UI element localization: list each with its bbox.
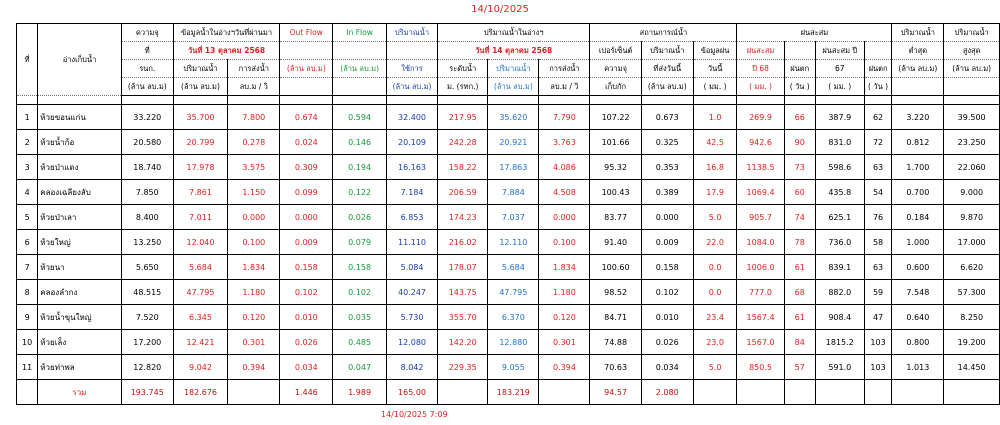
- current-volume-value: 9.055: [488, 355, 539, 380]
- percent-capacity-value: 74.88: [590, 330, 641, 355]
- inflow-value: 0.079: [333, 230, 387, 255]
- inflow-value: 0.102: [333, 280, 387, 305]
- total-prev-volume: 182.676: [173, 380, 227, 405]
- reservoir-name: ห้วยน้ำก้อ: [38, 130, 122, 155]
- outflow-value: 0.099: [280, 180, 333, 205]
- water-level-value: 178.07: [438, 255, 488, 280]
- released-today-value: 0.034: [641, 355, 693, 380]
- usable-volume-value: 8.042: [386, 355, 437, 380]
- outflow-value: 0.674: [280, 105, 333, 130]
- row-number: 6: [17, 230, 38, 255]
- total-cur-volume: 183.219: [488, 380, 539, 405]
- max-volume-value: 14.450: [944, 355, 1000, 380]
- inflow-value: 0.146: [333, 130, 387, 155]
- prev-release-value: 7.800: [228, 105, 280, 130]
- rain-days-67-value: 103: [864, 355, 892, 380]
- water-level-value: 158.22: [438, 155, 488, 180]
- percent-capacity-value: 84.71: [590, 305, 641, 330]
- header-prev-group: ข้อมูลน้ำในอ่างฯวันที่ผ่านมา: [173, 24, 280, 42]
- header-outflow: Out Flow: [280, 24, 333, 42]
- table-row: [17, 180, 1000, 205]
- max-volume-value: 57.300: [944, 280, 1000, 305]
- usable-volume-value: 20.109: [386, 130, 437, 155]
- current-release-value: 0.000: [539, 205, 590, 230]
- row-number: 1: [17, 105, 38, 130]
- accum-rain-68-value: 777.0: [737, 280, 784, 305]
- current-release-value: 0.100: [539, 230, 590, 255]
- row-number: 2: [17, 130, 38, 155]
- accum-rain-67-value: 625.1: [815, 205, 864, 230]
- accum-rain-67-value: 435.8: [815, 180, 864, 205]
- min-volume-value: 0.184: [892, 205, 944, 230]
- max-volume-value: 23.250: [944, 130, 1000, 155]
- rain-days-68-value: 61: [784, 255, 815, 280]
- rain-days-68-value: 68: [784, 280, 815, 305]
- reservoir-name: ห้วยน้ำขุนใหญ่: [38, 305, 122, 330]
- current-release-value: 4.508: [539, 180, 590, 205]
- prev-release-value: 0.120: [228, 305, 280, 330]
- prev-release-value: 1.180: [228, 280, 280, 305]
- row-number: 7: [17, 255, 38, 280]
- usable-volume-value: 40.247: [386, 280, 437, 305]
- accum-rain-67-value: 736.0: [815, 230, 864, 255]
- prev-volume-value: 47.795: [173, 280, 227, 305]
- accum-rain-68-value: 1006.0: [737, 255, 784, 280]
- rain-today-value: 5.0: [693, 355, 737, 380]
- current-volume-value: 47.795: [488, 280, 539, 305]
- accum-rain-68-value: 942.6: [737, 130, 784, 155]
- table-row: [17, 330, 1000, 355]
- prev-volume-value: 6.345: [173, 305, 227, 330]
- current-volume-value: 17.863: [488, 155, 539, 180]
- current-volume-value: 7.884: [488, 180, 539, 205]
- table-row: [17, 230, 1000, 255]
- totals-row: [17, 380, 1000, 405]
- reservoir-name: ห้วยเล็ง: [38, 330, 122, 355]
- percent-capacity-value: 100.43: [590, 180, 641, 205]
- prev-volume-value: 7.011: [173, 205, 227, 230]
- capacity-value: 20.580: [121, 130, 173, 155]
- prev-volume-value: 7.861: [173, 180, 227, 205]
- max-volume-value: 9.000: [944, 180, 1000, 205]
- header-min: ปริมาณน้ำ: [892, 24, 944, 42]
- rain-days-68-value: 60: [784, 180, 815, 205]
- outflow-value: 0.102: [280, 280, 333, 305]
- current-release-value: 1.834: [539, 255, 590, 280]
- capacity-value: 12.820: [121, 355, 173, 380]
- prev-release-value: 0.278: [228, 130, 280, 155]
- current-release-value: 0.394: [539, 355, 590, 380]
- rain-days-67-value: 63: [864, 155, 892, 180]
- min-volume-value: 0.700: [892, 180, 944, 205]
- reservoir-name: ห้วยท่าพล: [38, 355, 122, 380]
- table-row: [17, 355, 1000, 380]
- released-today-value: 0.353: [641, 155, 693, 180]
- prev-release-value: 0.100: [228, 230, 280, 255]
- reservoir-name: ห้วยป่าแดง: [38, 155, 122, 180]
- total-percent: 94.57: [590, 380, 641, 405]
- accum-rain-67-value: 908.4: [815, 305, 864, 330]
- total-capacity: 193.745: [121, 380, 173, 405]
- usable-volume-value: 5.730: [386, 305, 437, 330]
- min-volume-value: 3.220: [892, 105, 944, 130]
- min-volume-value: 0.812: [892, 130, 944, 155]
- accum-rain-68-value: 1084.0: [737, 230, 784, 255]
- usable-volume-value: 5.084: [386, 255, 437, 280]
- inflow-value: 0.485: [333, 330, 387, 355]
- accum-rain-68-value: 269.9: [737, 105, 784, 130]
- report-timestamp: 14/10/2025 7:09: [381, 410, 448, 419]
- table-row: [17, 130, 1000, 155]
- accum-rain-67-value: 1815.2: [815, 330, 864, 355]
- reservoir-name: ห้วยป่าเลา: [38, 205, 122, 230]
- table-row: [17, 155, 1000, 180]
- total-usable: 165.00: [386, 380, 437, 405]
- rain-days-67-value: 47: [864, 305, 892, 330]
- prev-release-value: 3.575: [228, 155, 280, 180]
- rain-days-67-value: 103: [864, 330, 892, 355]
- prev-volume-value: 5.684: [173, 255, 227, 280]
- percent-capacity-value: 95.32: [590, 155, 641, 180]
- accum-rain-67-value: 839.1: [815, 255, 864, 280]
- total-inflow: 1.989: [333, 380, 387, 405]
- reservoir-name: คลองเฉลียงลับ: [38, 180, 122, 205]
- outflow-value: 0.158: [280, 255, 333, 280]
- header-current-group: ปริมาณน้ำในอ่างฯ: [438, 24, 590, 42]
- max-volume-value: 6.620: [944, 255, 1000, 280]
- capacity-value: 18.740: [121, 155, 173, 180]
- rain-days-67-value: 59: [864, 280, 892, 305]
- rain-days-68-value: 84: [784, 330, 815, 355]
- current-volume-value: 5.684: [488, 255, 539, 280]
- rain-days-67-value: 54: [864, 180, 892, 205]
- current-volume-value: 7.037: [488, 205, 539, 230]
- rain-days-67-value: 62: [864, 105, 892, 130]
- totals-label: รวม: [38, 380, 122, 405]
- header-accum-group: ฝนสะสม: [737, 24, 892, 42]
- outflow-value: 0.000: [280, 205, 333, 230]
- percent-capacity-value: 70.63: [590, 355, 641, 380]
- rain-today-value: 5.0: [693, 205, 737, 230]
- rain-days-68-value: 73: [784, 155, 815, 180]
- water-level-value: 174.23: [438, 205, 488, 230]
- capacity-value: 48.515: [121, 280, 173, 305]
- inflow-value: 0.035: [333, 305, 387, 330]
- usable-volume-value: 6.853: [386, 205, 437, 230]
- min-volume-value: 0.800: [892, 330, 944, 355]
- released-today-value: 0.158: [641, 255, 693, 280]
- released-today-value: 0.673: [641, 105, 693, 130]
- outflow-value: 0.024: [280, 130, 333, 155]
- header-prev-date: วันที่ 13 ตุลาคม 2568: [173, 42, 280, 60]
- released-today-value: 0.000: [641, 205, 693, 230]
- water-level-value: 143.75: [438, 280, 488, 305]
- current-volume-value: 6.370: [488, 305, 539, 330]
- header-status-group: สถานการณ์น้ำ: [590, 24, 737, 42]
- min-volume-value: 0.640: [892, 305, 944, 330]
- inflow-value: 0.047: [333, 355, 387, 380]
- water-level-value: 142.20: [438, 330, 488, 355]
- usable-volume-value: 12.080: [386, 330, 437, 355]
- report-date: 14/10/2025: [471, 4, 529, 15]
- capacity-value: 17.200: [121, 330, 173, 355]
- header-usable: ปริมาณน้ำ: [386, 24, 437, 42]
- header-no: ที่: [17, 24, 38, 96]
- water-level-value: 217.95: [438, 105, 488, 130]
- percent-capacity-value: 83.77: [590, 205, 641, 230]
- rain-today-value: 42.5: [693, 130, 737, 155]
- rain-today-value: 17.9: [693, 180, 737, 205]
- table-row: [17, 255, 1000, 280]
- capacity-value: 8.400: [121, 205, 173, 230]
- accum-rain-67-value: 882.0: [815, 280, 864, 305]
- max-volume-value: 39.500: [944, 105, 1000, 130]
- capacity-value: 7.520: [121, 305, 173, 330]
- current-release-value: 1.180: [539, 280, 590, 305]
- reservoir-name: ห้วยใหญ่: [38, 230, 122, 255]
- accum-rain-68-value: 1138.5: [737, 155, 784, 180]
- percent-capacity-value: 101.66: [590, 130, 641, 155]
- capacity-value: 33.220: [121, 105, 173, 130]
- row-number: 5: [17, 205, 38, 230]
- accum-rain-68-value: 1069.4: [737, 180, 784, 205]
- table-row: [17, 105, 1000, 130]
- header-reservoir: อ่างเก็บน้ำ: [38, 24, 122, 96]
- prev-release-value: 0.000: [228, 205, 280, 230]
- header-current-date: วันที่ 14 ตุลาคม 2568: [438, 42, 590, 60]
- table-row: [17, 280, 1000, 305]
- prev-release-value: 1.150: [228, 180, 280, 205]
- rain-days-68-value: 78: [784, 230, 815, 255]
- rain-today-value: 0.0: [693, 255, 737, 280]
- rain-today-value: 23.0: [693, 330, 737, 355]
- prev-release-value: 1.834: [228, 255, 280, 280]
- inflow-value: 0.026: [333, 205, 387, 230]
- water-level-value: 229.35: [438, 355, 488, 380]
- capacity-value: 13.250: [121, 230, 173, 255]
- percent-capacity-value: 107.22: [590, 105, 641, 130]
- released-today-value: 0.102: [641, 280, 693, 305]
- header-inflow: In Flow: [333, 24, 387, 42]
- header-capacity: ความจุ: [121, 24, 173, 42]
- usable-volume-value: 32.400: [386, 105, 437, 130]
- inflow-value: 0.594: [333, 105, 387, 130]
- water-level-value: 242.28: [438, 130, 488, 155]
- percent-capacity-value: 98.52: [590, 280, 641, 305]
- reservoir-table: ที่ อ่างเก็บน้ำ ความจุ ข้อมูลน้ำในอ่างฯวันที่ผ่านมา Out Flow In Flow ปริมาณน้ำ ปริมาณน้ำในอ่างฯ สถานการณ์น้ำ ฝนสะสม ปริมาณน้ำ ปริมาณน้ำ ที่ วันที่ 13 ตุลาคม 2568 วันที่ 14 ตุลาคม 2568 เปอร์เซ็นต์ ปริมาณน้ำ ข้อมูลฝน ฝนสะสม ฝนสะสม ปี ต่ำสุด สูงสุด รนก. ปริมาณน้ำ การส่งน้ำ (ล้าน ลบ.ม) (ล้าน ลบ.ม) ใช้การ ระดับน้ำ ปริมาณน้ำ การส่งน้ำ ความจุ ที่ส่งวันนี้ วันนี้ ปี 68 ฝนตก 67 ฝนตก (ล้าน ลบ.ม) (ล้าน ลบ.ม) (ล้าน ลบ.ม) (ล้าน ลบ.ม) ลบ.ม / วิ (ล้าน ลบ.ม) ม. (รทก.) (ล้าน ลบ.ม) ลบ.ม / วิ เก็บกัก (ล้าน ลบ.ม) ( มม. ) ( มม. ) ( วัน ) ( มม. ) ( วัน ) 1 ห้วยขอนแก่น 33.220 35.700 7.800 0.674 0.594 32.400 217.95 35.620 7.790 107.22 0.673 1.0 269.9 66 387.9 62 3.220 39.500 2 ห้วยน้ำก้อ 20.580 20.799 0.278 0.024 0.146 20.109 242.28 20.921 3.763 101.66 0.325 42.5 942.6 90 831.0 72 0.812 23.250 3 ห้วยป่าแดง 18.740 17.978 3.575 0.309 0.194 16.163 158.22 17.863 4.086 95.32 0.353 16.8 1138.5 73 598.6 63 1.700 22.060 4 คลองเฉลียงลับ 7.850 7.861 1.150 0.099 0.122 7.184 206.59 7.884 4.508 100.43 0.389 17.9 1069.4 60 435.8 54 0.700 9.000 5 ห้วยป่าเลา 8.400 7.011 0.000 0.000 0.026 6.853 174.23 7.037 0.000 83.77 0.000 5.0 905.7 74 625.1 76 0.184 9.870 6 ห้วยใหญ่ 13.250 12.040 0.100 0.009 0.079 11.110 216.02 12.110 0.100 91.40 0.009 22.0 1084.0 78 736.0 58 1.000 17.000 7 ห้วยนา 5.650 5.684 1.834 0.158 0.158 5.084 178.07 5.684 1.834 100.60 0.158 0.0 1006.0 61 839.1 63 0.600 6.620 8 คลองลำกง 48.515 47.795 1.180 0.102 0.102 40.247 143.75 47.795 1.180 98.52 0.102 0.0 777.0 68 882.0 59 7.548 57.300 9 ห้วยน้ำขุนใหญ่ 7.520 6.345 0.120 0.010 0.035 5.730 355.70 6.370 0.120 84.71 0.010 23.4 1567.4 61 908.4 47 0.640 8.250 10 ห้วยเล็ง 17.200 12.421 0.301 0.026 0.485 12.080 142.20 12.880 0.301 74.88 0.026 23.0 1567.0 84 1815.2 103 0.800 19.200 11 ห้วยท่าพล 12.820 9.042 0.394 0.034 0.047 8.042 229.35 9.055 0.394 70.63 0.034 5.0 850.5 57 591.0 103 1.013 14.450 รวม 193.745 182.676 1.446 1.989 165.00 183.219 94.57 2.080: [16, 23, 1000, 405]
- rain-today-value: 22.0: [693, 230, 737, 255]
- prev-volume-value: 12.421: [173, 330, 227, 355]
- rain-today-value: 23.4: [693, 305, 737, 330]
- outflow-value: 0.034: [280, 355, 333, 380]
- rain-days-68-value: 90: [784, 130, 815, 155]
- header-max: ปริมาณน้ำ: [944, 24, 1000, 42]
- prev-volume-value: 12.040: [173, 230, 227, 255]
- row-number: 11: [17, 355, 38, 380]
- current-volume-value: 35.620: [488, 105, 539, 130]
- prev-volume-value: 17.978: [173, 155, 227, 180]
- max-volume-value: 19.200: [944, 330, 1000, 355]
- outflow-value: 0.010: [280, 305, 333, 330]
- reservoir-name: คลองลำกง: [38, 280, 122, 305]
- accum-rain-68-value: 905.7: [737, 205, 784, 230]
- usable-volume-value: 16.163: [386, 155, 437, 180]
- capacity-value: 7.850: [121, 180, 173, 205]
- water-level-value: 355.70: [438, 305, 488, 330]
- row-number: 9: [17, 305, 38, 330]
- accum-rain-67-value: 591.0: [815, 355, 864, 380]
- rain-days-68-value: 66: [784, 105, 815, 130]
- row-number: 4: [17, 180, 38, 205]
- prev-volume-value: 20.799: [173, 130, 227, 155]
- max-volume-value: 8.250: [944, 305, 1000, 330]
- current-volume-value: 20.921: [488, 130, 539, 155]
- rain-days-68-value: 57: [784, 355, 815, 380]
- current-release-value: 0.301: [539, 330, 590, 355]
- prev-release-value: 0.394: [228, 355, 280, 380]
- prev-release-value: 0.301: [228, 330, 280, 355]
- row-number: 3: [17, 155, 38, 180]
- water-level-value: 206.59: [438, 180, 488, 205]
- released-today-value: 0.009: [641, 230, 693, 255]
- accum-rain-68-value: 1567.0: [737, 330, 784, 355]
- min-volume-value: 0.600: [892, 255, 944, 280]
- usable-volume-value: 11.110: [386, 230, 437, 255]
- accum-rain-67-value: 831.0: [815, 130, 864, 155]
- rain-days-67-value: 58: [864, 230, 892, 255]
- outflow-value: 0.309: [280, 155, 333, 180]
- inflow-value: 0.122: [333, 180, 387, 205]
- percent-capacity-value: 100.60: [590, 255, 641, 280]
- row-number: 10: [17, 330, 38, 355]
- rain-today-value: 16.8: [693, 155, 737, 180]
- current-release-value: 0.120: [539, 305, 590, 330]
- released-today-value: 0.010: [641, 305, 693, 330]
- min-volume-value: 1.000: [892, 230, 944, 255]
- current-volume-value: 12.110: [488, 230, 539, 255]
- rain-days-68-value: 74: [784, 205, 815, 230]
- rain-days-68-value: 61: [784, 305, 815, 330]
- rain-days-67-value: 76: [864, 205, 892, 230]
- capacity-value: 5.650: [121, 255, 173, 280]
- water-level-value: 216.02: [438, 230, 488, 255]
- percent-capacity-value: 91.40: [590, 230, 641, 255]
- accum-rain-67-value: 598.6: [815, 155, 864, 180]
- accum-rain-68-value: 850.5: [737, 355, 784, 380]
- min-volume-value: 1.700: [892, 155, 944, 180]
- rain-days-67-value: 63: [864, 255, 892, 280]
- current-release-value: 4.086: [539, 155, 590, 180]
- rain-days-67-value: 72: [864, 130, 892, 155]
- total-released-today: 2.080: [641, 380, 693, 405]
- outflow-value: 0.009: [280, 230, 333, 255]
- table-row: [17, 305, 1000, 330]
- max-volume-value: 17.000: [944, 230, 1000, 255]
- prev-volume-value: 35.700: [173, 105, 227, 130]
- released-today-value: 0.026: [641, 330, 693, 355]
- min-volume-value: 7.548: [892, 280, 944, 305]
- usable-volume-value: 7.184: [386, 180, 437, 205]
- min-volume-value: 1.013: [892, 355, 944, 380]
- table-row: [17, 205, 1000, 230]
- rain-today-value: 1.0: [693, 105, 737, 130]
- accum-rain-67-value: 387.9: [815, 105, 864, 130]
- current-volume-value: 12.880: [488, 330, 539, 355]
- max-volume-value: 22.060: [944, 155, 1000, 180]
- current-release-value: 7.790: [539, 105, 590, 130]
- inflow-value: 0.194: [333, 155, 387, 180]
- inflow-value: 0.158: [333, 255, 387, 280]
- accum-rain-68-value: 1567.4: [737, 305, 784, 330]
- outflow-value: 0.026: [280, 330, 333, 355]
- rain-today-value: 0.0: [693, 280, 737, 305]
- max-volume-value: 9.870: [944, 205, 1000, 230]
- released-today-value: 0.325: [641, 130, 693, 155]
- released-today-value: 0.389: [641, 180, 693, 205]
- prev-volume-value: 9.042: [173, 355, 227, 380]
- current-release-value: 3.763: [539, 130, 590, 155]
- reservoir-name: ห้วยขอนแก่น: [38, 105, 122, 130]
- total-outflow: 1.446: [280, 380, 333, 405]
- row-number: 8: [17, 280, 38, 305]
- reservoir-name: ห้วยนา: [38, 255, 122, 280]
